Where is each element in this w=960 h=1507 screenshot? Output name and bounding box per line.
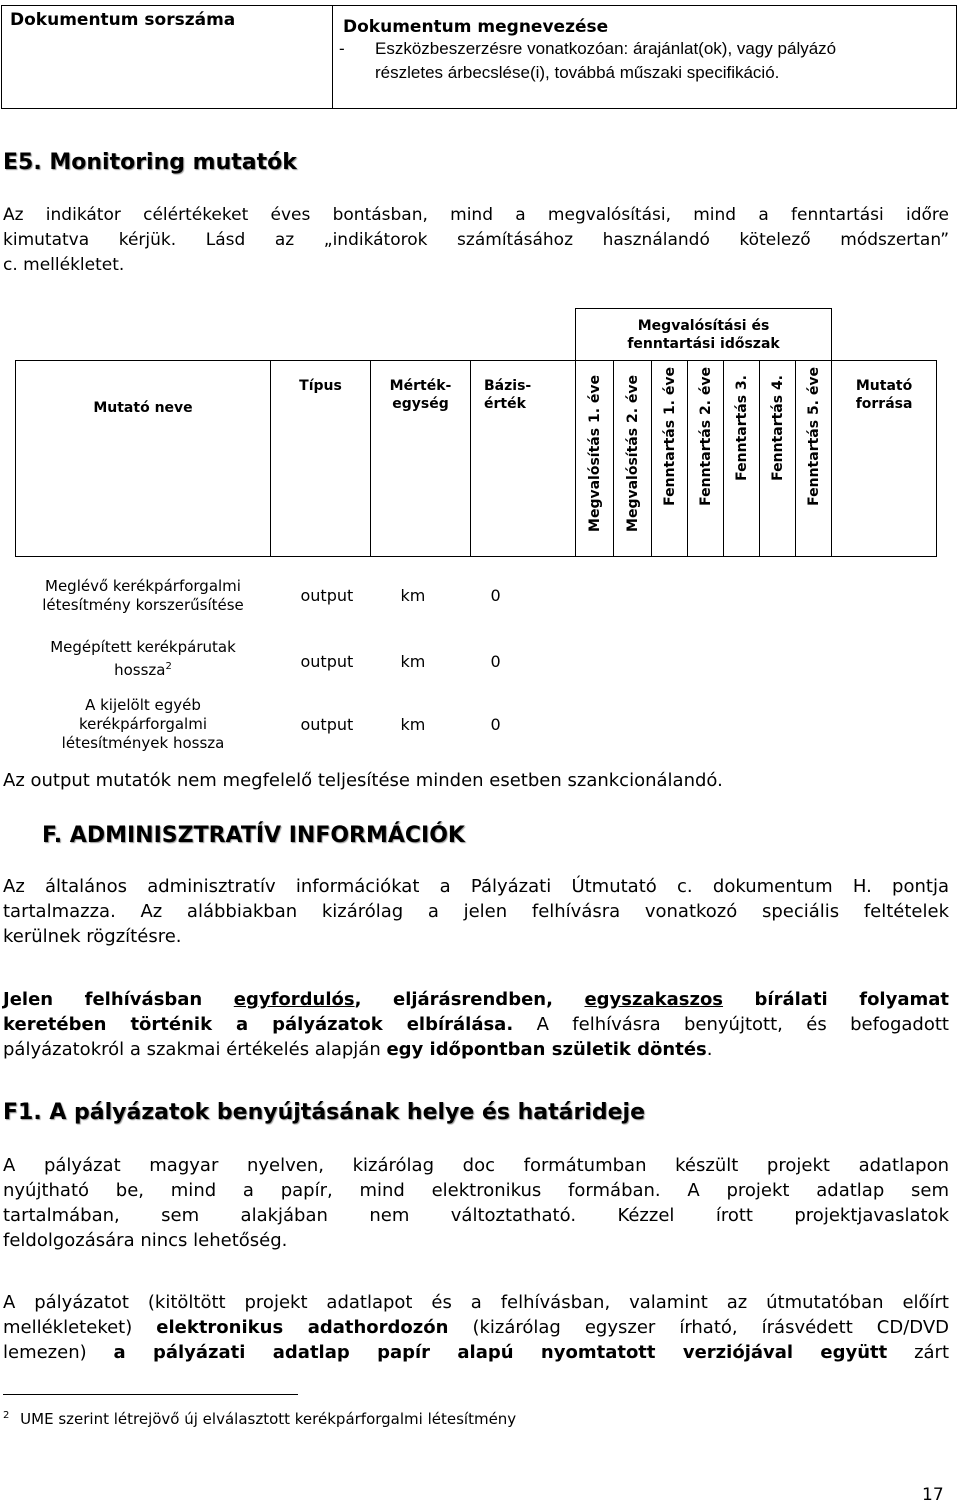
table-row — [16, 557, 937, 629]
section-f-paragraph1 — [3, 874, 949, 949]
e5-line1: Az indikátor célértékeket éves bontásban, mind a megvalósítási, mind a fenntartási időre — [3, 205, 949, 225]
f1-p1-line1: A pályázat magyar nyelven, kizárólag doc formátumban készült projekt adatlapon — [3, 1155, 949, 1176]
col-header-year-6 — [760, 361, 796, 557]
col-header-type-label: Típus — [299, 378, 342, 394]
col-header-source-label: Mutató forrása — [855, 378, 913, 412]
row2-unit: km — [400, 651, 426, 671]
year-1-label: Megvalósítás 1. éve — [587, 375, 603, 532]
row2-name-line1: Megépített kerékpárutak — [50, 638, 236, 656]
row1-type: output — [300, 586, 354, 606]
row1-unit: km — [400, 586, 426, 606]
col-header-unit-label: Mérték-egység — [389, 378, 452, 412]
indicator-table — [15, 308, 937, 760]
table-top-blank — [16, 309, 576, 361]
row3-name-line3: létesítmények hossza — [61, 734, 225, 752]
col-header-unit — [371, 361, 471, 557]
table-top-blank-right — [832, 309, 937, 361]
period-header — [576, 309, 832, 361]
f-p2-underline-2: egyszakaszos — [584, 989, 724, 1010]
row3-unit: km — [400, 715, 426, 734]
document-item-line1: Eszközbeszerzésre vonatkozóan: árajánlat(ok), vagy pályázó — [375, 39, 837, 58]
col-header-name-label: Mutató neve — [93, 400, 193, 416]
year-4-label: Fenntartás 2. éve — [698, 367, 714, 506]
f-p2-part-h: . — [706, 1039, 713, 1060]
row3-name — [16, 690, 271, 760]
section-f1-title: F1. A pályázatok benyújtásának helye és határideje — [3, 1100, 646, 1125]
output-note: Az output mutatók nem megfelelő teljesítése minden esetben szankcionálandó. — [3, 770, 723, 791]
document-name-cell — [333, 6, 957, 109]
year-5-label: Fenntartás 3. — [734, 375, 750, 481]
row1-name-line1: Meglévő kerékpárforgalmi — [45, 576, 241, 595]
row2-type: output — [300, 651, 354, 671]
row1-empty-cells — [576, 557, 937, 629]
col-header-type — [271, 361, 371, 557]
f-p2-part-f: pályázatokról a szakmai értékelés alapján — [3, 1039, 387, 1060]
section-e5-paragraph — [3, 203, 949, 278]
document-number-cell — [2, 6, 333, 109]
f1-p1-line4: feldolgozására nincs lehetőség. — [3, 1230, 288, 1251]
row2-footnote-ref: 2 — [165, 661, 172, 672]
f1-p2-line2 — [3, 1315, 949, 1340]
col-header-year-3 — [652, 361, 688, 557]
col-header-base — [471, 361, 576, 557]
f-p1-line2: tartalmazza. Az alábbiakban kizárólag a jelen felhívásra vonatkozó speciális feltételek — [3, 901, 949, 922]
f1-p1-line3: tartalmában, sem alakjában nem változtatható. Kézzel írott projektjavaslatok — [3, 1205, 949, 1226]
row3-base: 0 — [490, 715, 501, 734]
row1-name — [16, 557, 271, 629]
page-number: 17 — [922, 1485, 944, 1505]
f1-p2-part-a: mellékleteket) — [3, 1317, 157, 1338]
document-name-label: Dokumentum megnevezése — [343, 17, 609, 37]
col-header-year-7 — [796, 361, 832, 557]
list-bullet: - — [339, 39, 345, 58]
f1-p2-line3 — [3, 1340, 949, 1365]
e5-line2: kimutatva kérjük. Lásd az „indikátorok számításához használandó kötelező módszertan” — [3, 230, 949, 250]
row2-empty-cells — [576, 629, 937, 690]
row1-name-line2: létesítmény korszerűsítése — [42, 595, 244, 614]
section-e5-title: E5. Monitoring mutatók — [3, 150, 297, 175]
year-6-label: Fenntartás 4. — [770, 375, 786, 481]
row1-base: 0 — [490, 586, 501, 606]
document-item-line2: részletes árbecslése(i), továbbá műszaki specifikáció. — [375, 63, 780, 82]
f1-p1-line2: nyújtható be, mind a papír, mind elektronikus formában. A projekt adatlap sem — [3, 1180, 949, 1201]
table-row — [16, 629, 937, 690]
f-p2-line3 — [3, 1037, 949, 1062]
document-number-label: Dokumentum sorszáma — [10, 10, 236, 30]
col-header-year-4 — [688, 361, 724, 557]
document-header-table — [1, 5, 957, 109]
row3-name-line2: kerékpárforgalmi — [78, 715, 208, 733]
f-p1-line3: kerülnek rögzítésre. — [3, 926, 182, 947]
f-p2-line1 — [3, 987, 949, 1012]
f1-p2-part-e: a pályázati adatlap papír alapú nyomtatott verziójával együtt — [113, 1342, 888, 1363]
col-header-year-5 — [724, 361, 760, 557]
col-header-name — [16, 361, 271, 557]
footnote — [3, 1410, 516, 1428]
f-p2-part-g: egy időpontban születik döntés — [386, 1039, 707, 1060]
f-p1-line1: Az általános adminisztratív információkat a Pályázati Útmutató c. dokumentum H. pontja — [3, 876, 949, 897]
row3-name-line1: A kijelölt egyéb — [85, 696, 201, 714]
f-p2-part-e: A felhívásra benyújtott, és befogadott — [513, 1014, 949, 1035]
section-f1-paragraph2 — [3, 1290, 949, 1365]
f-p2-line2 — [3, 1012, 949, 1037]
col-header-year-1 — [576, 361, 614, 557]
col-header-year-2 — [614, 361, 652, 557]
f1-p2-part-d: lemezen) — [3, 1342, 114, 1363]
row3-type: output — [300, 715, 354, 734]
footnote-separator — [3, 1394, 298, 1395]
f-p2-part-a: Jelen felhívásban — [3, 989, 234, 1010]
row3-empty-cells — [576, 690, 937, 760]
footnote-number: 2 — [3, 1410, 10, 1421]
section-f-title: F. ADMINISZTRATÍV INFORMÁCIÓK — [42, 823, 465, 848]
row2-base: 0 — [490, 651, 501, 671]
e5-line3: c. mellékletet. — [3, 255, 125, 275]
section-f-paragraph2 — [3, 987, 949, 1062]
footnote-text: UME szerint létrejövő új elválasztott kerékpárforgalmi létesítmény — [20, 1410, 517, 1428]
section-f1-paragraph1 — [3, 1153, 949, 1253]
f1-p2-part-b: elektronikus adathordozón — [156, 1317, 449, 1338]
f1-p2-part-f: zárt — [887, 1342, 950, 1363]
row2-name — [16, 629, 271, 690]
col-header-source — [832, 361, 937, 557]
col-header-base-label: Bázis-érték — [484, 378, 532, 412]
f-p2-part-c: bírálati folyamat — [723, 989, 949, 1010]
f-p2-part-b: , eljárásrendben, — [354, 989, 585, 1010]
table-row — [16, 690, 937, 760]
year-2-label: Megvalósítás 2. éve — [625, 375, 641, 532]
f1-p2-line1: A pályázatot (kitöltött projekt adatlapot és a felhívásban, valamint az útmutatóban előírt — [3, 1292, 949, 1313]
year-3-label: Fenntartás 1. éve — [662, 367, 678, 506]
row2-name-line2: hossza — [114, 661, 166, 679]
f-p2-part-d: keretében történik a pályázatok elbírálása. — [3, 1014, 514, 1035]
f-p2-underline-1: egyfordulós — [233, 989, 355, 1010]
year-7-label: Fenntartás 5. éve — [806, 367, 822, 506]
period-header-label: Megvalósítási és fenntartási időszak — [627, 317, 780, 352]
f1-p2-part-c: (kizárólag egyszer írható, írásvédett CD/DVD — [448, 1317, 949, 1338]
